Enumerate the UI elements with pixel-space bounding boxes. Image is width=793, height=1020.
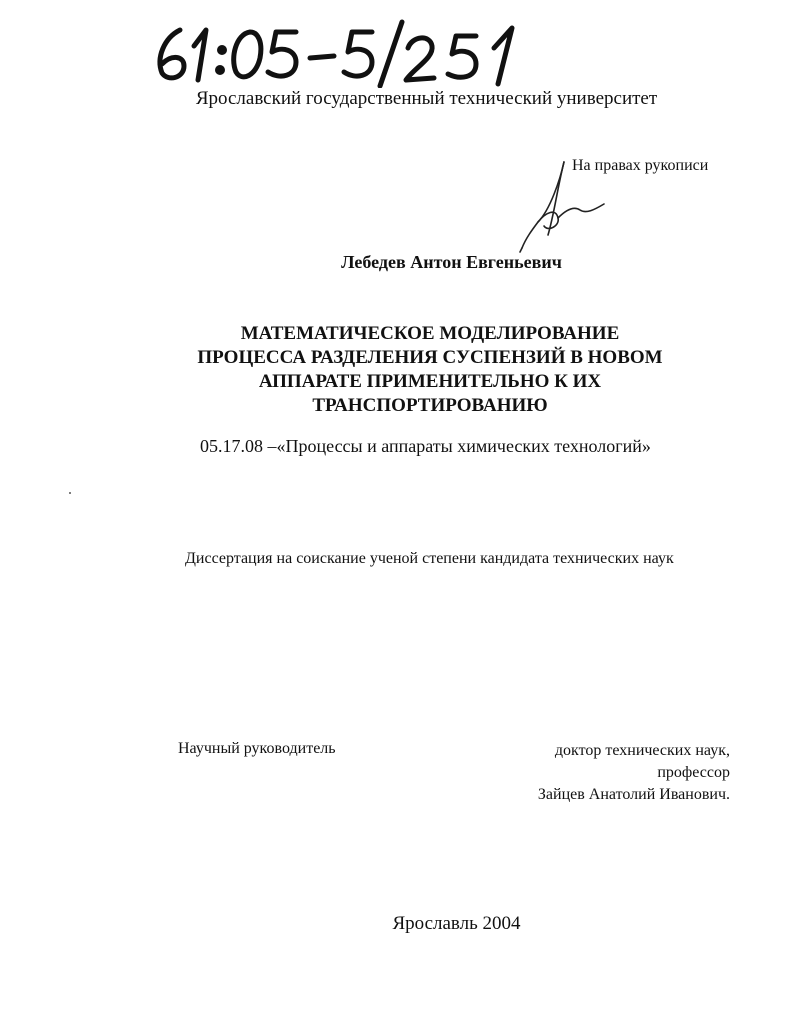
supervisor-degree: доктор технических наук, xyxy=(554,742,730,759)
manuscript-rights-label: На правах рукописи xyxy=(572,157,709,174)
handwritten-archive-code xyxy=(150,18,530,88)
dissertation-title xyxy=(150,322,710,418)
supervisor-name: Зайцев Анатолий Иванович. xyxy=(537,786,730,803)
city-and-year: Ярославль 2004 xyxy=(392,913,521,934)
scan-artifact-dot xyxy=(69,492,71,494)
title-line: АППАРАТЕ ПРИМЕНИТЕЛЬНО К ИХ xyxy=(258,371,602,392)
specialty-code: 05.17.08 –«Процессы и аппараты химических технологий» xyxy=(200,436,651,456)
supervisor-rank: профессор xyxy=(657,764,730,781)
title-line: МАТЕМАТИЧЕСКОЕ МОДЕЛИРОВАНИЕ xyxy=(240,323,620,344)
dissertation-degree-statement: Диссертация на соискание ученой степени кандидата технических наук xyxy=(185,550,674,567)
author-signature xyxy=(518,160,618,255)
title-line: ТРАНСПОРТИРОВАНИЮ xyxy=(312,395,548,416)
title-line: ПРОЦЕССА РАЗДЕЛЕНИЯ СУСПЕНЗИЙ В НОВОМ xyxy=(197,347,663,368)
university-name: Ярославский государственный технический университет xyxy=(195,88,658,109)
supervisor-label: Научный руководитель xyxy=(178,740,336,757)
author-name: Лебедев Антон Евгеньевич xyxy=(341,252,562,272)
supervisor-details xyxy=(470,740,730,806)
